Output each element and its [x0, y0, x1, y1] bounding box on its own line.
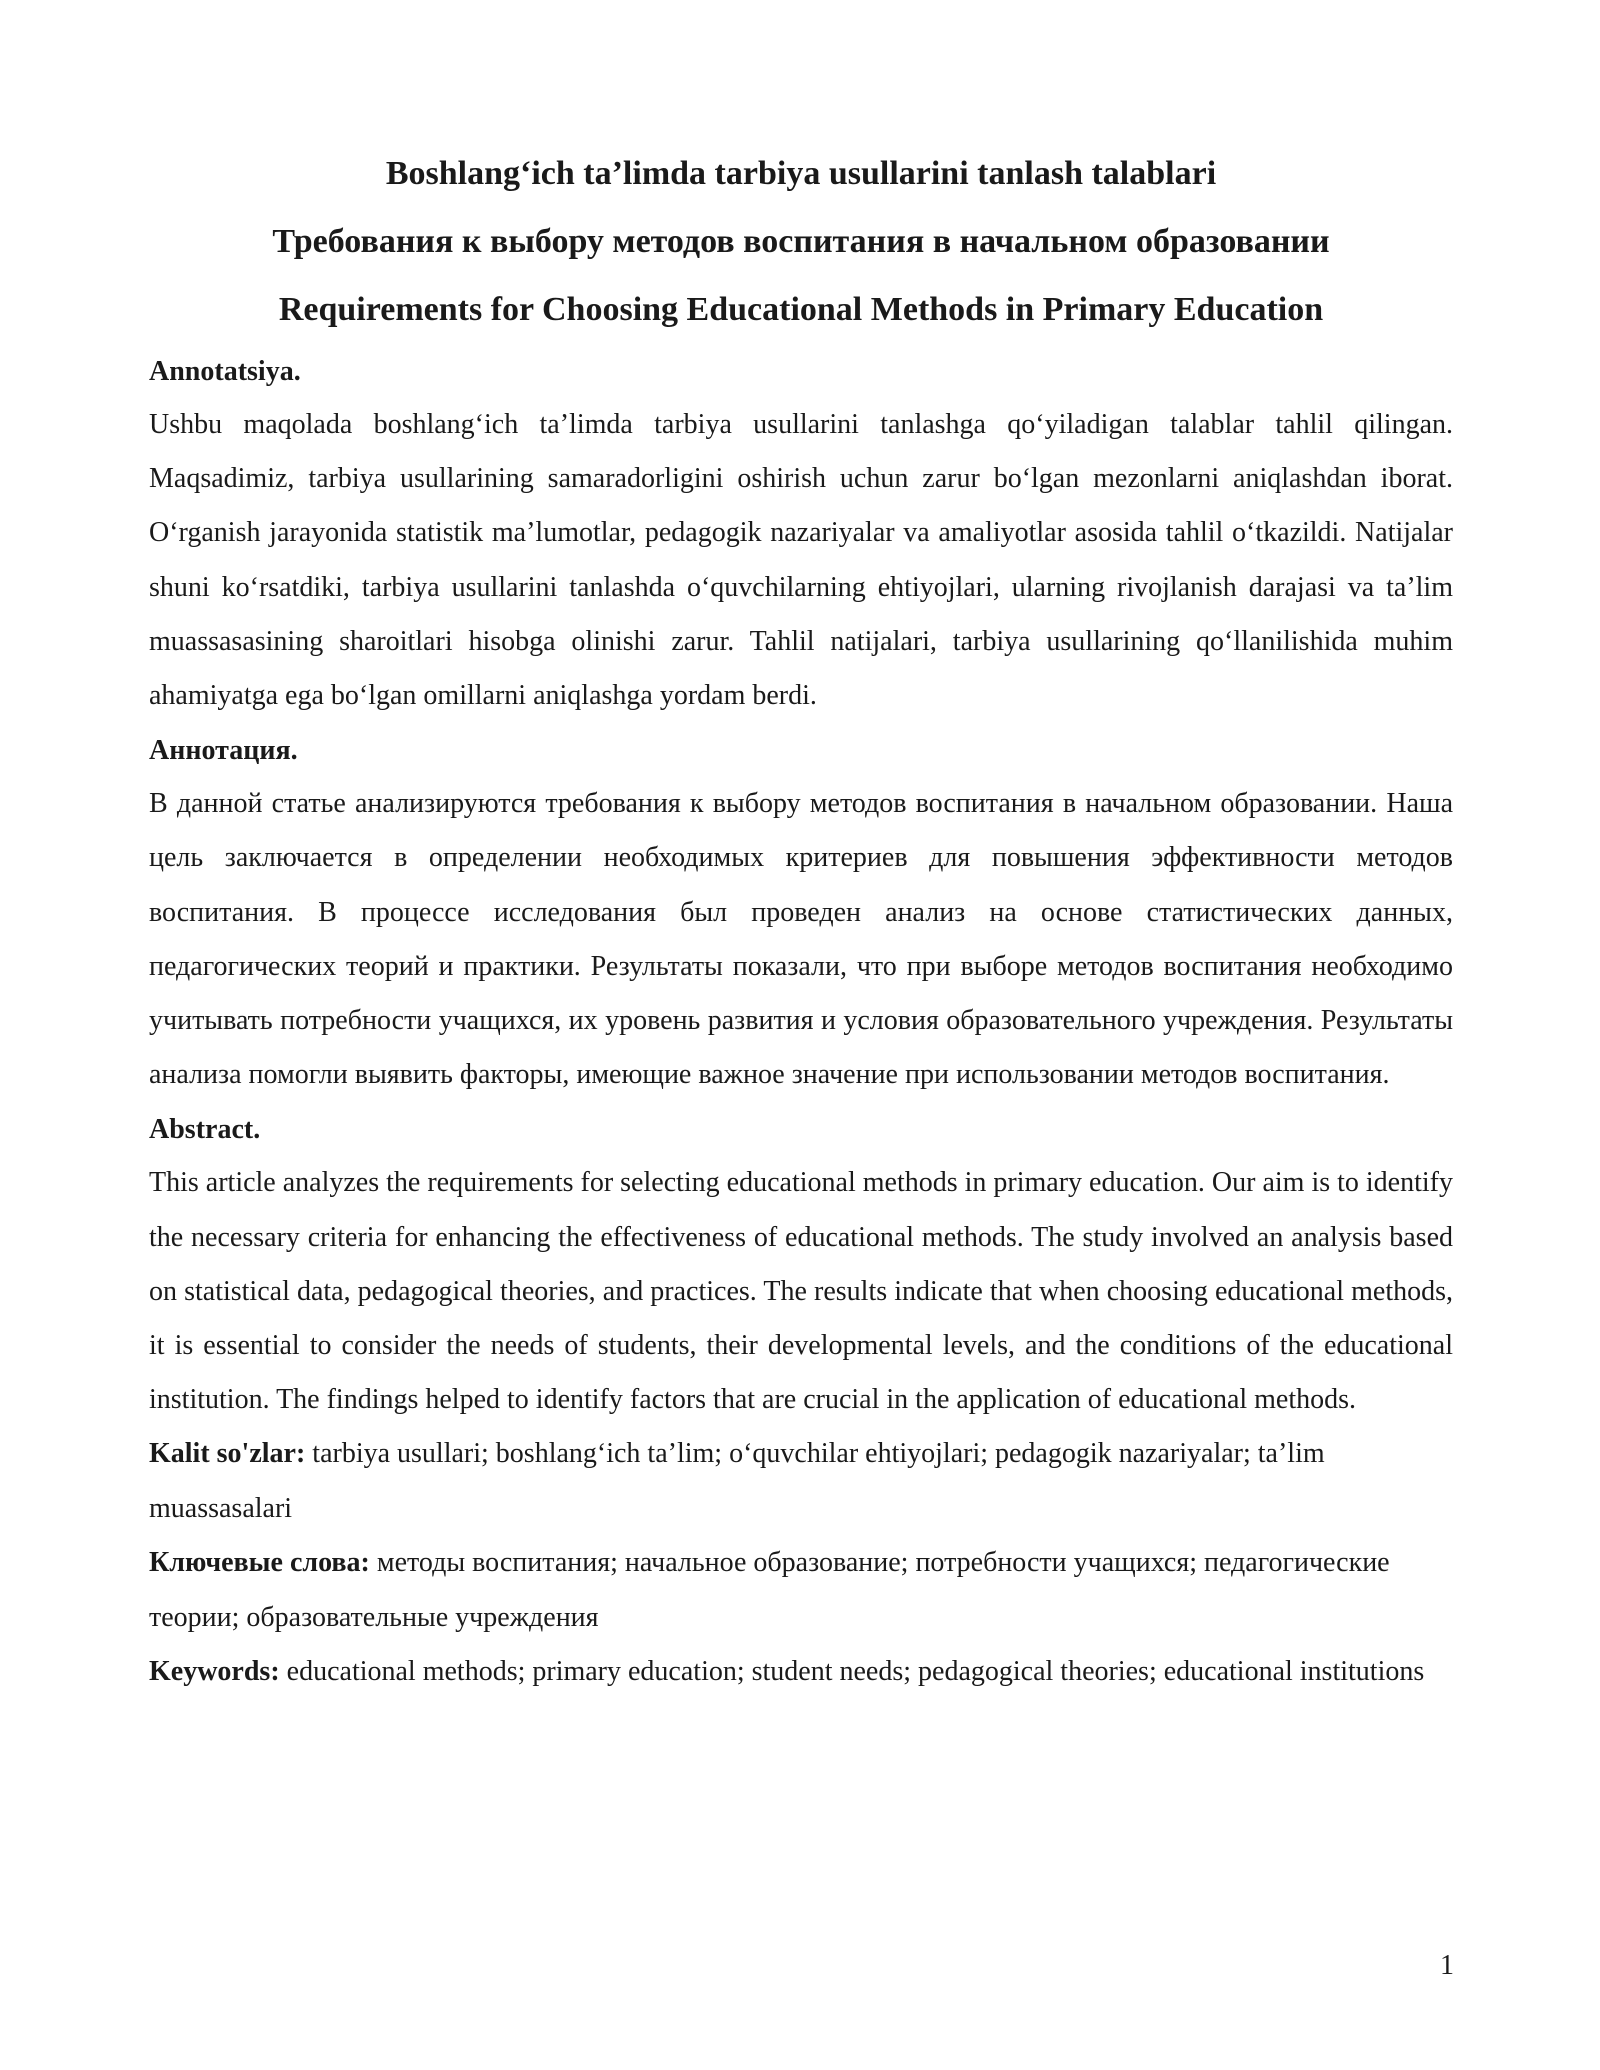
abstract-en-heading: Abstract. — [149, 1114, 261, 1146]
annotation-uz-text: Ushbu maqolada boshlang‘ich ta’limda tarbiya usullarini tanlashga qo‘yiladigan talablar tahlil qilingan. Maqsadimiz, tarbiya usullarining samaradorligini oshirish uchun zarur bo‘lgan mezonlarni aniqlashdan iborat. O‘rganish jarayonida statistik ma’lumotlar, pedagogik nazariyalar va amaliyotlar asosida tahlil o‘tkazildi. Natijalar shuni ko‘rsatdiki, tarbiya usullarini tanlashda o‘quvchilarning ehtiyojlari, ularning rivojlanish darajasi va ta’lim muassasasining sharoitlari hisobga olinishi zarur. Tahlil natijalari, tarbiya usullarining qo‘llanilishida muhim ahamiyatga ega bo‘lgan omillarni aniqlashga yordam berdi. — [149, 409, 1453, 712]
annotation-ru-heading: Аннотация. — [149, 735, 298, 767]
title-english: Requirements for Choosing Educational Methods in Primary Education — [278, 291, 1324, 328]
keywords-ru-label: Ключевые слова: — [149, 1547, 370, 1579]
keywords-en-text: educational methods; primary education; student needs; pedagogical theories; educational institutions — [286, 1656, 1425, 1688]
keywords-en-label: Keywords: — [149, 1656, 280, 1688]
paper-page — [149, 140, 1453, 1700]
keywords-uz — [149, 1427, 1453, 1536]
keywords-ru-text: методы воспитания; начальное образование; потребности учащихся; педагогические теории; образовательные учреждения — [149, 1547, 1390, 1633]
page-number: 1 — [1440, 1950, 1454, 1981]
title-uzbek: Boshlang‘ich ta’limda tarbiya usullarini tanlash talablari — [385, 155, 1217, 192]
abstract-en-text: This article analyzes the requirements for selecting educational methods in primary education. Our aim is to identify the necessary criteria for enhancing the effectiveness of educational methods. The study involved an analysis based on statistical data, pedagogical theories, and practices. The results indicate that when choosing educational methods, it is essential to consider the needs of students, their developmental levels, and the conditions of the educational institution. The findings helped to identify factors that are crucial in the application of educational methods. — [149, 1167, 1453, 1416]
keywords-ru — [149, 1536, 1453, 1645]
keywords-uz-label: Kalit so'zlar: — [149, 1438, 306, 1470]
keywords-en — [149, 1645, 1453, 1700]
annotation-uz-heading: Annotatsiya. — [149, 356, 301, 387]
keywords-uz-text: tarbiya usullari; boshlang‘ich ta’lim; o‘quvchilar ehtiyojlari; pedagogik nazariyalar; ta’lim muassasalari — [149, 1438, 1325, 1524]
title-russian: Требования к выбору методов воспитания в начальном образовании — [272, 223, 1330, 260]
annotation-ru-text: В данной статье анализируются требования к выбору методов воспитания в начальном образовании. Наша цель заключается в определении необходимых критериев для повышения эффективности методов воспитания. В процессе исследования был проведен анализ на основе статистических данных, педагогических теорий и практики. Результаты показали, что при выборе методов воспитания необходимо учитывать потребности учащихся, их уровень развития и условия образовательного учреждения. Результаты анализа помогли выявить факторы, имеющие важное значение при использовании методов воспитания. — [149, 788, 1453, 1091]
